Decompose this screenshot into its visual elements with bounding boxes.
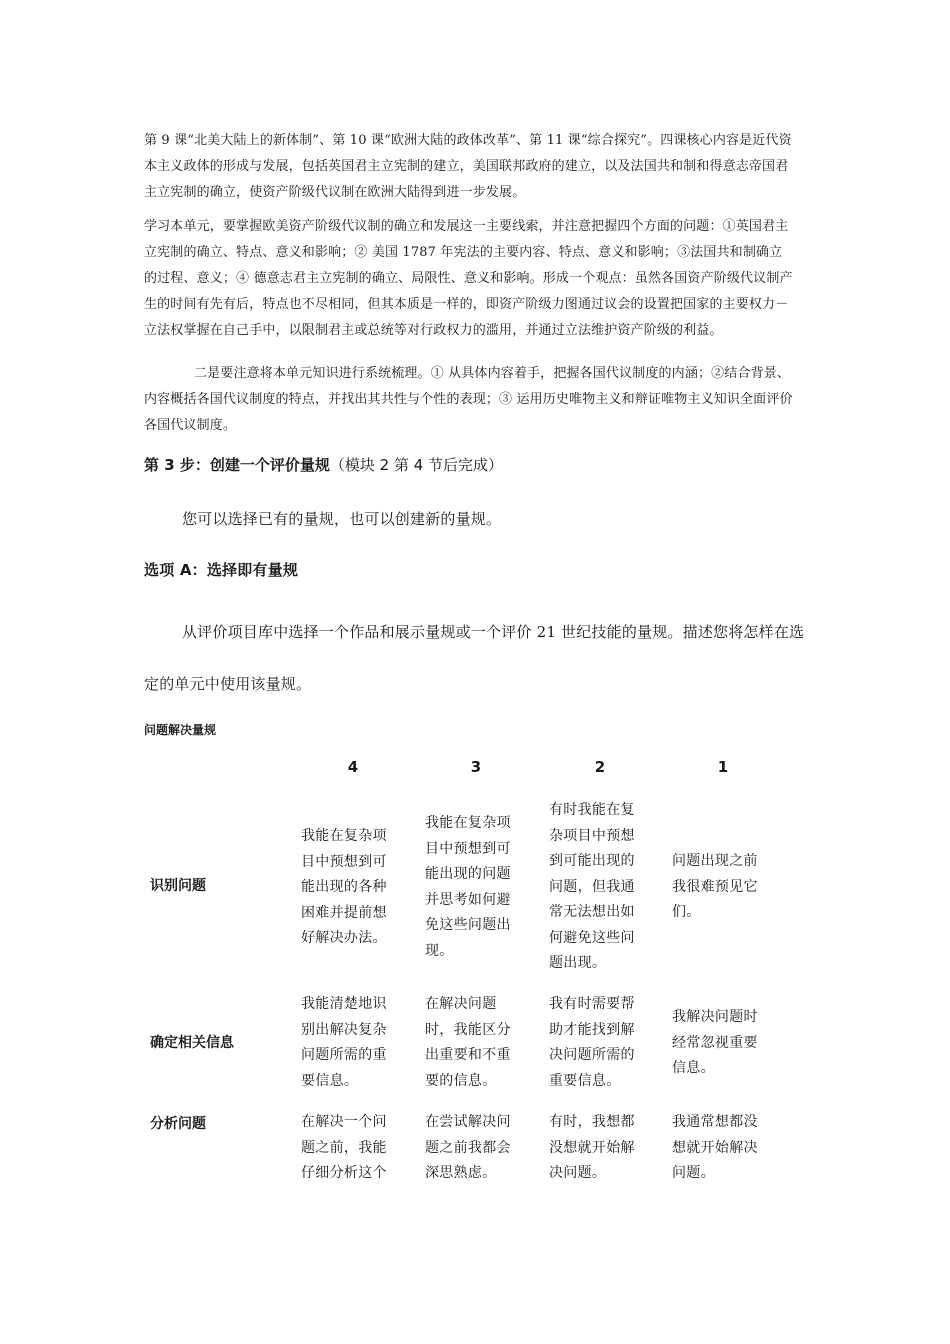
row-label-analyze-problem: 分析问题 bbox=[150, 1116, 206, 1132]
cell-score-4: 我能在复杂项目中预想到可能出现的各种困难并提前想好解决办法。 bbox=[301, 828, 387, 946]
cell-score-4: 我能清楚地识别出解决复杂问题所需的重要信息。 bbox=[301, 996, 387, 1089]
row-label-relevant-info: 确定相关信息 bbox=[150, 1035, 234, 1051]
step3-subtitle: （模块 2 第 4 节后完成） bbox=[329, 456, 504, 474]
option-a-description: 从评价项目库中选择一个作品和展示量规或一个评价 21 世纪技能的量规。描述您将怎样在选定的单元中使用该量规。 bbox=[144, 623, 805, 693]
column-header-1: 1 bbox=[717, 758, 729, 776]
cell-score-2: 有时，我想都没想就开始解决问题。 bbox=[549, 1114, 635, 1181]
column-header-3: 3 bbox=[470, 758, 482, 776]
rubric-title: 问题解决量规 bbox=[144, 723, 217, 737]
cell-score-4: 在解决一个问题之前，我能仔细分析这个 bbox=[301, 1114, 387, 1181]
step3-heading bbox=[144, 453, 503, 477]
cell-score-2: 我有时需要帮助才能找到解决问题所需的重要信息。 bbox=[549, 996, 635, 1089]
step3-intro: 您可以选择已有的量规，也可以创建新的量规。 bbox=[182, 510, 502, 528]
column-header-2: 2 bbox=[594, 758, 606, 776]
paragraph-course-summary: 第 9 课“北美大陆上的新体制”、第 10 课“欧洲大陆的政体改革”、第 11 课“综合探究”。四课核心内容是近代资本主义政体的形成与发展，包括英国君主立宪制的建立，美国联邦政府的建立，以及法国共和制和得意志帝国君主立宪制的确立，使资产阶级代议制在欧洲大陆得到进一步发展。 bbox=[144, 133, 792, 200]
row-label-identify-problem: 识别问题 bbox=[150, 878, 206, 894]
cell-score-1: 我解决问题时经常忽视重要信息。 bbox=[672, 1009, 758, 1076]
cell-score-3: 我能在复杂项目中预想到可能出现的问题并思考如何避免这些问题出现。 bbox=[425, 815, 511, 959]
cell-score-1: 问题出现之前我很难预见它们。 bbox=[672, 853, 758, 920]
option-a-title: 选项 A：选择即有量规 bbox=[144, 561, 299, 579]
column-header-4: 4 bbox=[347, 758, 359, 776]
paragraph-unit-learning: 学习本单元，要掌握欧美资产阶级代议制的确立和发展这一主要线索，并注意把握四个方面的问题：①英国君主立宪制的确立、特点、意义和影响；② 美国 1787 年宪法的主要内容、特点、意义和影响；③法国共和制确立的过程、意义；④ 德意志君主立宪制的确立、局限性、意义和影响。形成一个观点：虽然各国资产阶级代议制产生的时间有先有后，特点也不尽相同，但其本质是一样的，即资产阶级力图通过议会的设置把国家的主要权力－立法权掌握在自己手中，以限制君主或总统等对行政权力的滥用，并通过立法维护资产阶级的利益。 bbox=[144, 219, 793, 338]
cell-score-3: 在尝试解决问题之前我都会深思熟虑。 bbox=[425, 1114, 511, 1181]
paragraph-systematic-review: 二是要注意将本单元知识进行系统梳理。① 从具体内容着手，把握各国代议制度的内涵；②结合背景、内容概括各国代议制度的特点，并找出其共性与个性的表现；③ 运用历史唯物主义和辩证唯物主义知识全面评价各国代议制度。 bbox=[144, 366, 793, 433]
cell-score-3: 在解决问题时，我能区分出重要和不重要的信息。 bbox=[425, 996, 511, 1089]
cell-score-2: 有时我能在复杂项目中预想到可能出现的问题，但我通常无法想出如何避免这些问题出现。 bbox=[549, 802, 635, 971]
cell-score-1: 我通常想都没想就开始解决问题。 bbox=[672, 1114, 758, 1181]
step3-title: 第 3 步：创建一个评价量规 bbox=[144, 456, 330, 474]
